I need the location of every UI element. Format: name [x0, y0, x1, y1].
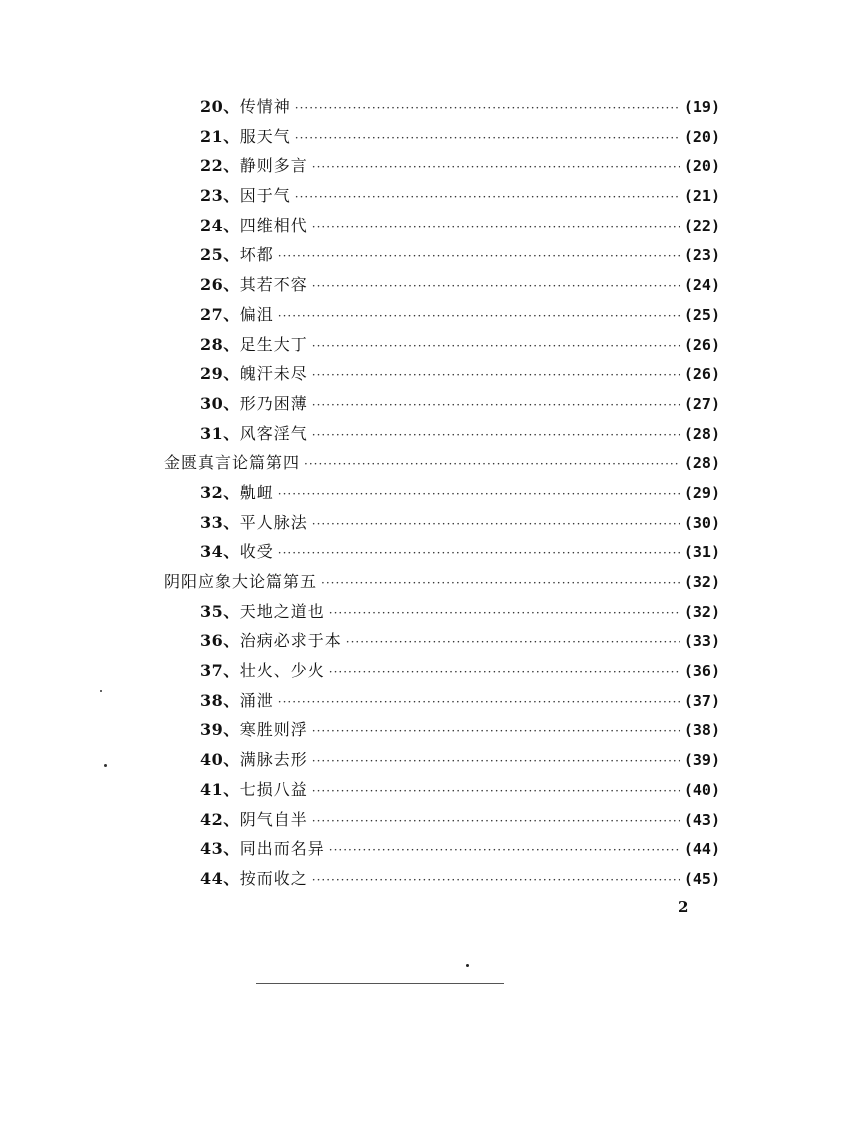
- toc-entry: [164, 656, 720, 686]
- entry-number: 43、: [200, 839, 240, 859]
- dot-leader: [295, 124, 680, 154]
- entry-title: 其若不容: [239, 275, 308, 295]
- dot-leader: [321, 569, 680, 599]
- entry-page: (21): [683, 187, 720, 206]
- toc-entry: [164, 537, 720, 567]
- scan-speck: [466, 964, 469, 967]
- entry-page: (27): [683, 394, 720, 413]
- entry-number: 32、: [200, 482, 240, 502]
- toc-entry: [164, 864, 720, 894]
- entry-title: 寒胜则浮: [239, 720, 308, 740]
- toc-entry: [164, 597, 720, 627]
- dot-leader: [346, 628, 680, 658]
- entry-title: 魄汗未尽: [239, 364, 308, 384]
- toc-entry: [164, 92, 720, 122]
- entry-page: (26): [683, 365, 720, 384]
- entry-page: (29): [683, 483, 720, 502]
- scan-speck: [104, 764, 107, 767]
- entry-number: 37、: [200, 661, 240, 681]
- dot-leader: [278, 688, 680, 718]
- entry-page: (32): [683, 602, 720, 621]
- entry-title: 七损八益: [239, 779, 308, 799]
- entry-number: 24、: [200, 215, 240, 235]
- toc-entry: [164, 478, 720, 508]
- toc-entry: [164, 419, 720, 449]
- toc-entry: [164, 270, 720, 300]
- dot-leader: [312, 421, 680, 451]
- entry-page: (33): [683, 632, 720, 651]
- entry-page: (23): [683, 246, 720, 265]
- entry-title: 平人脉法: [239, 512, 308, 532]
- entry-title: 服天气: [239, 126, 291, 146]
- dot-leader: [312, 213, 680, 243]
- scan-speck: [100, 690, 102, 692]
- dot-leader: [312, 332, 680, 362]
- dot-leader: [304, 450, 680, 480]
- entry-page: (26): [683, 335, 720, 354]
- entry-number: 33、: [200, 512, 240, 532]
- entry-page: (45): [683, 869, 720, 888]
- entry-page: (37): [683, 691, 720, 710]
- dot-leader: [295, 183, 680, 213]
- dot-leader: [329, 658, 680, 688]
- table-of-contents: [164, 92, 720, 894]
- entry-title: 同出而名异: [239, 839, 325, 859]
- entry-title: 壮火、少火: [239, 661, 325, 681]
- entry-title: 足生大丁: [239, 334, 308, 354]
- entry-number: 30、: [200, 393, 240, 413]
- entry-number: 36、: [200, 631, 240, 651]
- entry-page: (39): [683, 751, 720, 770]
- entry-page: (32): [683, 573, 720, 591]
- toc-entry: [164, 211, 720, 241]
- entry-page: (24): [683, 276, 720, 295]
- entry-title: 收受: [239, 542, 274, 562]
- entry-page: (44): [683, 840, 720, 859]
- toc-entry: [164, 181, 720, 211]
- entry-page: (25): [683, 305, 720, 324]
- bottom-rule: [256, 983, 504, 984]
- toc-entry: [164, 686, 720, 716]
- entry-page: (28): [683, 424, 720, 443]
- entry-number: 31、: [200, 423, 240, 443]
- entry-title: 坏都: [239, 245, 274, 265]
- entry-number: 35、: [200, 601, 240, 621]
- toc-chapter: [164, 567, 720, 597]
- entry-title: 满脉去形: [239, 750, 308, 770]
- toc-chapter: [164, 448, 720, 478]
- entry-title: 风客淫气: [239, 423, 308, 443]
- entry-page: (36): [683, 662, 720, 681]
- entry-page: (40): [683, 780, 720, 799]
- entry-page: (43): [683, 810, 720, 829]
- entry-number: 44、: [200, 868, 240, 888]
- entry-number: 28、: [200, 334, 240, 354]
- dot-leader: [312, 717, 680, 747]
- entry-number: 34、: [200, 542, 240, 562]
- entry-number: 21、: [200, 126, 240, 146]
- entry-title: 鼽衄: [239, 482, 274, 502]
- toc-entry: [164, 805, 720, 835]
- entry-title: 涌泄: [239, 690, 274, 710]
- entry-title: 形乃困薄: [239, 393, 308, 413]
- entry-number: 23、: [200, 186, 240, 206]
- entry-page: (20): [683, 157, 720, 176]
- dot-leader: [312, 361, 680, 391]
- toc-entry: [164, 359, 720, 389]
- toc-entry: [164, 745, 720, 775]
- dot-leader: [312, 391, 680, 421]
- entry-page: (30): [683, 513, 720, 532]
- dot-leader: [295, 94, 680, 124]
- entry-title: 传情神: [239, 97, 291, 116]
- dot-leader: [278, 242, 680, 272]
- dot-leader: [278, 480, 680, 510]
- dot-leader: [312, 272, 680, 302]
- dot-leader: [278, 302, 680, 332]
- entry-number: 41、: [200, 779, 240, 799]
- toc-entry: [164, 300, 720, 330]
- entry-page: (22): [683, 216, 720, 235]
- dot-leader: [312, 510, 680, 540]
- entry-page: (38): [683, 721, 720, 740]
- dot-leader: [329, 836, 680, 866]
- entry-title: 四维相代: [239, 215, 308, 235]
- dot-leader: [312, 807, 680, 837]
- entry-title: 因于气: [239, 186, 291, 206]
- entry-page: (19): [683, 98, 720, 116]
- dot-leader: [312, 153, 680, 183]
- entry-number: 20、: [200, 97, 240, 116]
- dot-leader: [329, 599, 680, 629]
- entry-number: 42、: [200, 809, 240, 829]
- entry-page: (28): [683, 454, 720, 473]
- entry-page: (20): [683, 127, 720, 146]
- entry-number: 40、: [200, 750, 240, 770]
- entry-number: 38、: [200, 690, 240, 710]
- chapter-title: 金匮真言论篇第四: [164, 453, 301, 473]
- dot-leader: [312, 866, 680, 896]
- dot-leader: [312, 777, 680, 807]
- toc-entry: [164, 330, 720, 360]
- toc-entry: [164, 151, 720, 181]
- entry-number: 29、: [200, 364, 240, 384]
- entry-title: 按而收之: [239, 868, 308, 888]
- toc-entry: [164, 626, 720, 656]
- entry-number: 27、: [200, 304, 240, 324]
- toc-entry: [164, 389, 720, 419]
- entry-page: (31): [683, 543, 720, 562]
- entry-title: 静则多言: [239, 156, 308, 176]
- entry-number: 39、: [200, 720, 240, 740]
- dot-leader: [312, 747, 680, 777]
- entry-title: 阴气自半: [239, 809, 308, 829]
- chapter-title: 阴阳应象大论篇第五: [164, 572, 318, 591]
- toc-entry: [164, 834, 720, 864]
- entry-title: 天地之道也: [239, 601, 325, 621]
- entry-number: 22、: [200, 156, 240, 176]
- entry-title: 偏沮: [239, 304, 274, 324]
- toc-entry: [164, 122, 720, 152]
- entry-title: 治病必求于本: [239, 631, 342, 651]
- entry-number: 26、: [200, 275, 240, 295]
- toc-entry: [164, 240, 720, 270]
- entry-number: 25、: [200, 245, 240, 265]
- toc-entry: [164, 715, 720, 745]
- dot-leader: [278, 539, 680, 569]
- toc-entry: [164, 775, 720, 805]
- toc-entry: [164, 508, 720, 538]
- page-number: 2: [678, 898, 689, 916]
